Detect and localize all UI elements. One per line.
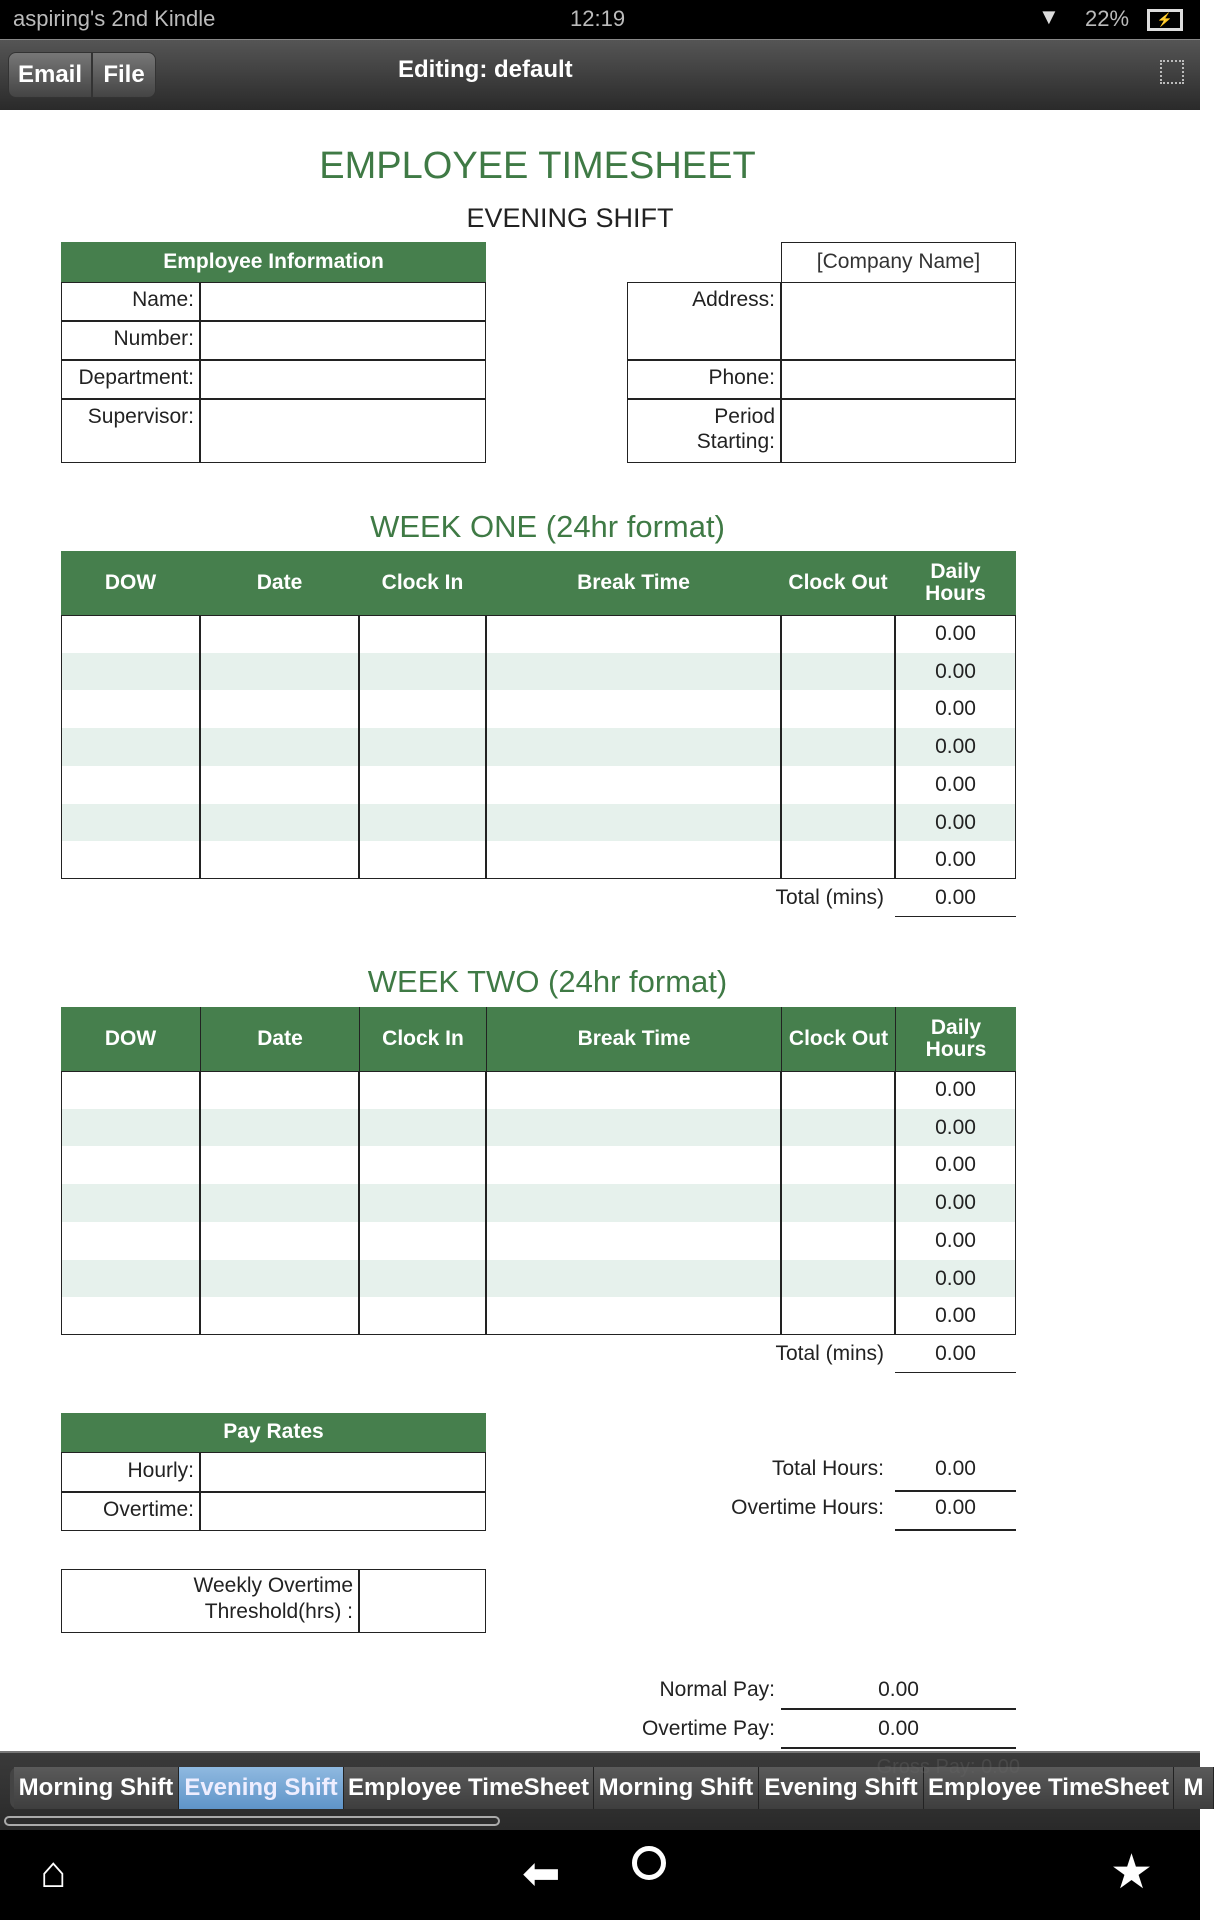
- daily-hours-value: 0.00: [935, 659, 976, 683]
- overtime-hours-value: 0.00: [935, 1496, 976, 1519]
- total-mins-value: 0.00: [935, 1341, 976, 1365]
- sheet-tab-bar: [0, 1751, 1204, 1830]
- column-header: Clock Out: [788, 570, 888, 594]
- week-two-table: [61, 1071, 1016, 1335]
- daily-hours-value: 0.00: [935, 735, 976, 759]
- column-header: Date: [256, 570, 303, 594]
- battery-icon: ⚡: [1147, 9, 1183, 31]
- department-field[interactable]: [201, 361, 485, 397]
- threshold-label-1: Weekly Overtime: [193, 1574, 353, 1597]
- overtime-hours-label: Overtime Hours:: [731, 1496, 884, 1519]
- overtime-pay-value: 0.00: [878, 1717, 919, 1740]
- column-header: Clock In: [359, 1007, 486, 1071]
- week-one-table: [61, 615, 1016, 879]
- column-header: Break Time: [486, 1007, 781, 1071]
- column-header: Break Time: [577, 570, 690, 594]
- sheet-tab[interactable]: Evening Shift: [179, 1767, 344, 1809]
- total-hours-value: 0.00: [935, 1457, 976, 1480]
- daily-hours-value: 0.00: [935, 1153, 976, 1177]
- daily-hours-value: 0.00: [935, 622, 976, 645]
- sheet-tab[interactable]: Evening Shift: [759, 1767, 924, 1809]
- column-header: [895, 1007, 1016, 1071]
- column-header: DOW: [104, 570, 157, 594]
- device-name: aspiring's 2nd Kindle: [13, 6, 216, 31]
- daily-hours-value: 0.00: [935, 772, 976, 796]
- column-header: Date: [200, 1007, 359, 1071]
- daily-hours-value: 0.00: [935, 697, 976, 721]
- daily-hours-value: 0.00: [935, 1304, 976, 1328]
- supervisor-label: Supervisor:: [87, 405, 194, 428]
- daily-hours-value: 0.00: [935, 1266, 976, 1290]
- number-field[interactable]: [201, 322, 485, 358]
- gross-pay-value: 0.00: [981, 1756, 1020, 1778]
- week-one-title: WEEK ONE (24hr format): [370, 509, 725, 544]
- daily-hours-value: 0.00: [935, 810, 976, 834]
- normal-pay-label: Normal Pay:: [659, 1678, 775, 1701]
- week-two-title: WEEK TWO (24hr format): [367, 964, 728, 999]
- sheet-tab[interactable]: Morning Shift: [14, 1767, 179, 1809]
- sheet-tab[interactable]: Morning Shift: [594, 1767, 759, 1809]
- hours-label: Hours: [925, 582, 986, 605]
- overtime-rate-label: Overtime:: [102, 1498, 194, 1521]
- number-label: Number:: [113, 327, 194, 350]
- overtime-rate-field[interactable]: [201, 1492, 485, 1529]
- threshold-label-2: Threshold(hrs) :: [204, 1600, 353, 1623]
- file-button[interactable]: File: [92, 52, 156, 98]
- total-mins-value: 0.00: [935, 885, 976, 909]
- battery-level: 22%: [1085, 6, 1130, 31]
- department-label: Department:: [78, 366, 194, 389]
- email-button[interactable]: Email: [8, 52, 92, 98]
- column-header: [895, 551, 1016, 615]
- daily-hours-value: 0.00: [935, 848, 976, 872]
- pay-rates-header: Pay Rates: [61, 1413, 486, 1452]
- column-header: Clock Out: [781, 1007, 895, 1071]
- wifi-icon: ▼: [1038, 4, 1060, 29]
- hours-label: Hours: [925, 1038, 987, 1061]
- period-label: Period: [714, 405, 775, 428]
- daily-hours-value: 0.00: [935, 1078, 976, 1101]
- sheet-tab[interactable]: M: [1174, 1767, 1214, 1809]
- back-icon[interactable]: ⬅: [522, 1847, 561, 1899]
- name-label: Name:: [132, 288, 194, 311]
- fullscreen-icon[interactable]: [1160, 60, 1184, 84]
- name-field[interactable]: [201, 284, 485, 320]
- daily-label: Daily: [930, 559, 981, 583]
- company-name: [Company Name]: [816, 250, 981, 273]
- home-icon[interactable]: ⌂: [40, 1848, 67, 1897]
- total-mins-label: Total (mins): [775, 1341, 884, 1365]
- hourly-label: Hourly:: [127, 1459, 194, 1482]
- sheet-tab[interactable]: Employee TimeSheet: [924, 1767, 1174, 1809]
- supervisor-field[interactable]: [201, 400, 485, 462]
- phone-label: Phone:: [708, 366, 775, 389]
- daily-hours-value: 0.00: [935, 1115, 976, 1139]
- overtime-pay-label: Overtime Pay:: [641, 1717, 775, 1740]
- address-label: Address:: [692, 288, 775, 311]
- favorites-star-icon[interactable]: ★: [1110, 1846, 1154, 1899]
- status-bar: [0, 0, 1200, 39]
- threshold-field[interactable]: [360, 1571, 485, 1631]
- starting-label: Starting:: [696, 430, 775, 453]
- column-header: DOW: [104, 1026, 157, 1050]
- column-header: Clock In: [381, 570, 464, 594]
- total-mins-label: Total (mins): [775, 885, 884, 909]
- search-icon[interactable]: [632, 1846, 666, 1880]
- sheet-subtitle: EVENING SHIFT: [466, 203, 674, 233]
- toolbar: [0, 39, 1200, 110]
- editing-title: Editing: default: [398, 56, 573, 83]
- employee-info-header: Employee Information: [61, 242, 486, 282]
- normal-pay-value: 0.00: [878, 1678, 919, 1701]
- gross-pay-label: Gross Pay:: [876, 1756, 976, 1778]
- hourly-field[interactable]: [201, 1453, 485, 1490]
- total-hours-label: Total Hours:: [771, 1457, 884, 1480]
- sheet-tab[interactable]: Employee TimeSheet: [344, 1767, 594, 1809]
- daily-hours-value: 0.00: [935, 1228, 976, 1252]
- nav-bar: [0, 1830, 1200, 1920]
- daily-hours-value: 0.00: [935, 1191, 976, 1215]
- sheet-title: EMPLOYEE TIMESHEET: [319, 145, 756, 187]
- daily-label: Daily: [930, 1015, 982, 1039]
- tab-scrollbar[interactable]: [4, 1816, 500, 1826]
- clock: 12:19: [570, 6, 626, 31]
